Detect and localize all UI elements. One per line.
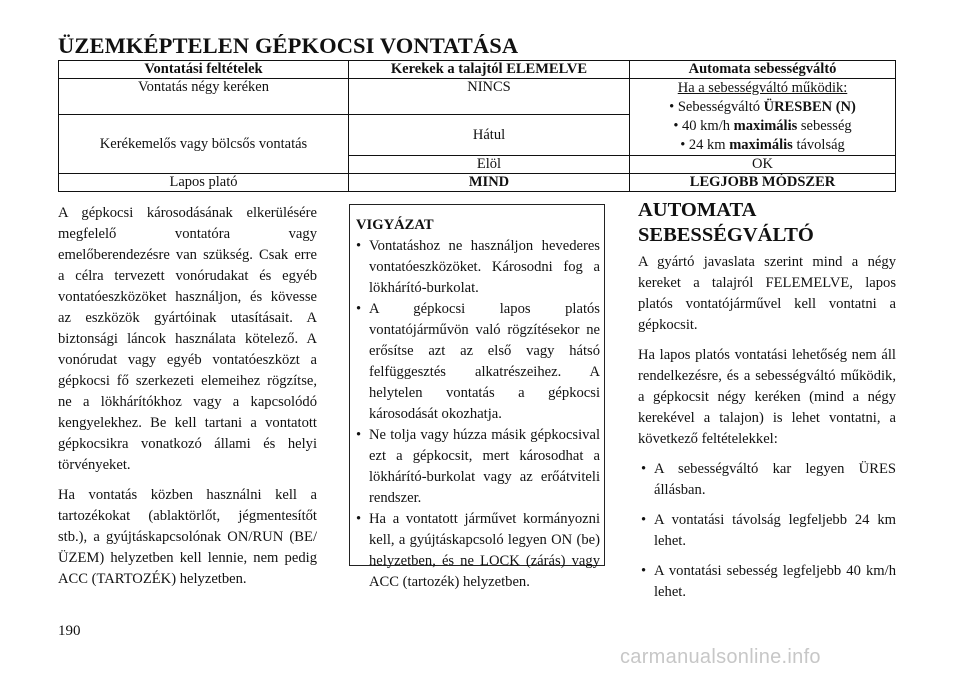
warning-item: • Ne tolja vagy húzza másik gépkocsival ezt a gépkocsit, mert károsodhat a lökhárító-burkolat vagy az erőátviteli rendszer. <box>356 425 600 509</box>
warning-list <box>356 236 600 593</box>
auto-condition-speed <box>634 117 891 136</box>
table-cell: OK <box>630 156 896 174</box>
auto-condition-emphasis: maximális <box>733 118 798 134</box>
warning-item: • A gépkocsi lapos platós vontatójárművön való rögzítésekor ne erősítse azt az első vagy hátsó felfüggesztés alkatrészeihez. A helytelen vontatás a gépkocsi károsodását okozhatja. <box>356 299 600 425</box>
left-column <box>58 203 317 599</box>
auto-condition-text: • 24 km <box>680 137 726 153</box>
auto-condition-emphasis: maximális <box>729 137 793 153</box>
auto-condition-text: • Sebességváltó <box>669 99 760 115</box>
auto-condition-text: sebesség <box>800 118 852 134</box>
table-header-row <box>59 61 896 79</box>
warning-item: • Vontatáshoz ne használjon hevederes vontatóeszközöket. Károsodni fog a lökhárító-burkolat. <box>356 236 600 299</box>
header-wheels-raised: Kerekek a talajtól ELEMELVE <box>349 61 630 79</box>
automatic-conditions-cell <box>630 79 896 156</box>
auto-condition-text: • 40 km/h <box>673 118 730 134</box>
body-paragraph: Ha lapos platós vontatási lehetőség nem áll rendelkezésre, és a sebességváltó működik, a gépkocsit négy keréken (mind a négy kerekével a talajon) is lehet vontatni, a következő feltételekkel: <box>638 347 896 447</box>
condition-item: • A vontatási sebesség legfeljebb 40 km/h lehet. <box>638 561 896 603</box>
table-cell: MIND <box>349 174 630 192</box>
auto-condition-neutral <box>634 98 891 117</box>
condition-list <box>638 459 896 603</box>
right-column <box>638 198 896 612</box>
table-cell: LEGJOBB MÓDSZER <box>630 174 896 192</box>
warning-box <box>349 204 605 590</box>
condition-item: • A sebességváltó kar legyen ÜRES állásban. <box>638 459 896 501</box>
table-row <box>59 79 896 115</box>
table-row <box>59 174 896 192</box>
header-towing-conditions: Vontatási feltételek <box>59 61 349 79</box>
body-paragraph: A gépkocsi károsodásának elkerülésére megfelelő vontatóra vagy emelőberendezésre van szükség. Csak erre a célra tervezett vonórudakat és egyéb vontatóeszközöket használjon, és kövesse az eszközök gyártóinak utasításait. A biztonsági láncok használata kötelező. A vonórudat vagy egyéb vontatóeszközt a gépkocsi fő szerkezeti elemeihez rögzítse, ne a lökhárítókhoz vagy a kapcsolódó kengyelekhez. Be kell tartani a vontatott gépkocsikra vonatkozó állami és helyi törvényeket. <box>58 205 317 473</box>
auto-condition-text: távolság <box>796 137 845 153</box>
header-automatic-transmission: Automata sebességváltó <box>630 61 896 79</box>
condition-item: • A vontatási távolság legfeljebb 24 km lehet. <box>638 510 896 552</box>
auto-conditions-heading: Ha a sebességváltó működik: <box>677 80 848 96</box>
table-cell: Elöl <box>349 156 630 174</box>
body-paragraph: Ha vontatás közben használni kell a tartozékokat (ablaktörlőt, jégmentesítőt stb.), a gyújtáskapcsolónak ON/RUN (BE/ÜZEM) helyzetben kell lennie, nem pedig ACC (TARTOZÉK) helyzetben. <box>58 487 317 587</box>
body-paragraph: A gyártó javaslata szerint mind a négy kereket a talajról FELEMELVE, lapos platós vontatójárművel kell vontatni a gépkocsit. <box>638 254 896 333</box>
auto-condition-distance <box>634 136 891 155</box>
section-heading-line: SEBESSÉGVÁLTÓ <box>638 224 814 246</box>
table-cell: Lapos plató <box>59 174 349 192</box>
table-cell: Kerékemelős vagy bölcsős vontatás <box>59 115 349 174</box>
section-heading <box>638 198 896 248</box>
table-cell: Hátul <box>349 115 630 156</box>
watermark: carmanualsonline.info <box>620 646 821 668</box>
page-title: ÜZEMKÉPTELEN GÉPKOCSI VONTATÁSA <box>58 33 519 58</box>
page-number: 190 <box>58 623 81 639</box>
table-cell: NINCS <box>349 79 630 115</box>
towing-conditions-table <box>58 60 896 192</box>
warning-item: • Ha a vontatott járművet kormányozni kell, a gyújtáskapcsoló legyen ON (be) helyzetben, és ne LOCK (zárás) vagy ACC (tartozék) helyzetben. <box>356 509 600 593</box>
table-cell: Vontatás négy keréken <box>59 79 349 115</box>
section-heading-line: AUTOMATA <box>638 199 757 221</box>
warning-title: VIGYÁZAT <box>356 217 434 233</box>
auto-condition-emphasis: ÜRESBEN (N) <box>763 99 856 115</box>
